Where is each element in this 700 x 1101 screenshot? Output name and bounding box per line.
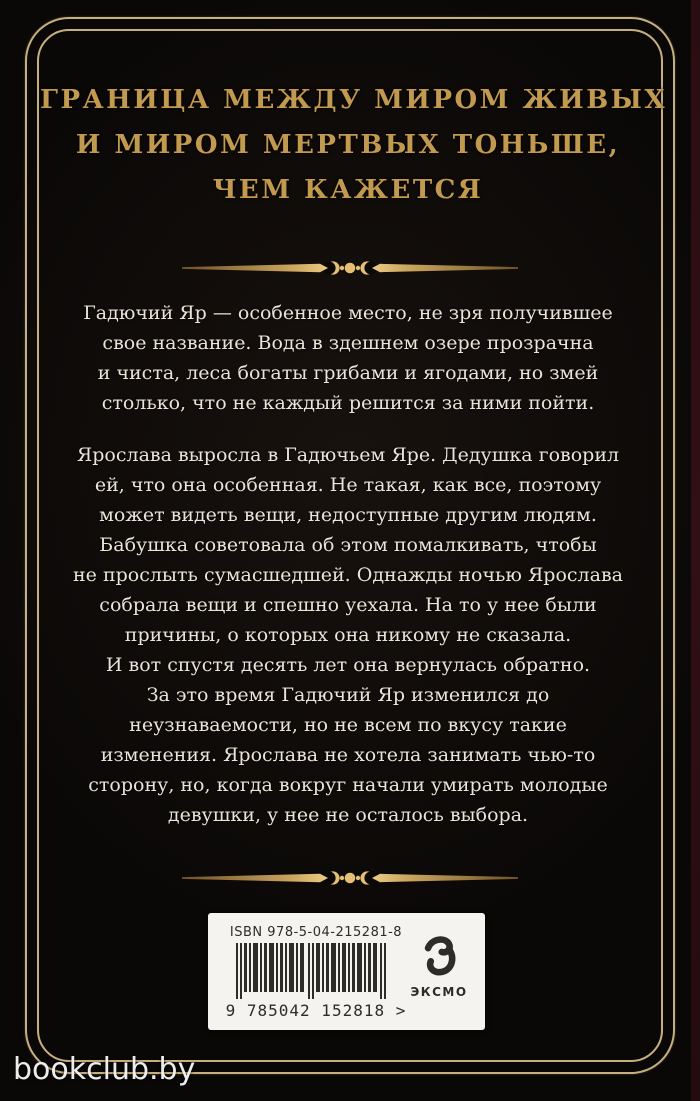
blurb-line: изменения. Ярослава не хотела занимать чью-то bbox=[100, 744, 596, 766]
blurb-line: не прослыть сумасшедшей. Однажды ночью Ярослава bbox=[73, 564, 623, 586]
blurb-line: и чиста, леса богаты грибами и ягодами, но змей bbox=[97, 362, 599, 384]
annotation-paragraph-2 bbox=[40, 440, 656, 830]
tagline-line: ЧЕМ КАЖЕТСЯ bbox=[212, 175, 484, 205]
blurb-line: Гадючий Яр — особенное место, не зря получившее bbox=[83, 302, 613, 324]
watermark-bookclub: bookclub.by bbox=[13, 1052, 196, 1087]
blurb-line: столько, что не каждый решится за ними пойти. bbox=[101, 392, 595, 414]
blurb-line: девушки, у нее не осталось выбора. bbox=[167, 804, 529, 826]
tagline-line: ГРАНИЦА МЕЖДУ МИРОМ ЖИВЫХ bbox=[40, 85, 668, 115]
isbn-barcode-panel bbox=[208, 913, 485, 1030]
blurb-line: За это время Гадючий Яр изменился до bbox=[146, 684, 550, 706]
blurb-line: неузнаваемости, но не всем по вкусу такие bbox=[129, 714, 567, 736]
publisher-mark bbox=[407, 935, 471, 999]
eksmo-logo-icon bbox=[419, 935, 459, 981]
blurb-line: сторону, но, когда вокруг начали умирать молодые bbox=[88, 774, 608, 796]
blurb-line: И вот спустя десять лет она вернулась обратно. bbox=[105, 654, 591, 676]
tagline-line: И МИРОМ МЕРТВЫХ ТОНЬШЕ, bbox=[75, 130, 621, 160]
moon-phases-divider-icon bbox=[182, 864, 518, 892]
publisher-name: ЭКСМО bbox=[410, 985, 468, 999]
annotation-paragraph-1 bbox=[40, 298, 656, 418]
barcode-number: 9 785042 152818 > bbox=[225, 1001, 407, 1020]
blurb-line: Ярослава выросла в Гадючьем Яре. Дедушка говорил bbox=[76, 444, 620, 466]
cover-tagline bbox=[40, 78, 668, 213]
blurb-line: причины, о которых она никому не сказала. bbox=[124, 624, 572, 646]
blurb-line: Бабушка советовала об этом помалкивать, чтобы bbox=[99, 534, 597, 556]
blurb-line: собрала вещи и спешно уехала. На то у нее были bbox=[99, 594, 597, 616]
barcode-icon bbox=[236, 943, 388, 999]
isbn-label: ISBN 978-5-04-215281-8 bbox=[229, 925, 403, 940]
blurb-line: свое название. Вода в здешнем озере прозрачна bbox=[102, 332, 594, 354]
blurb-line: ей, что она особенная. Не такая, как все, поэтому bbox=[94, 474, 602, 496]
blurb-line: может видеть вещи, недоступные другим людям. bbox=[99, 504, 597, 526]
book-edge-strip bbox=[691, 0, 700, 1101]
moon-phases-divider-icon bbox=[182, 254, 518, 282]
